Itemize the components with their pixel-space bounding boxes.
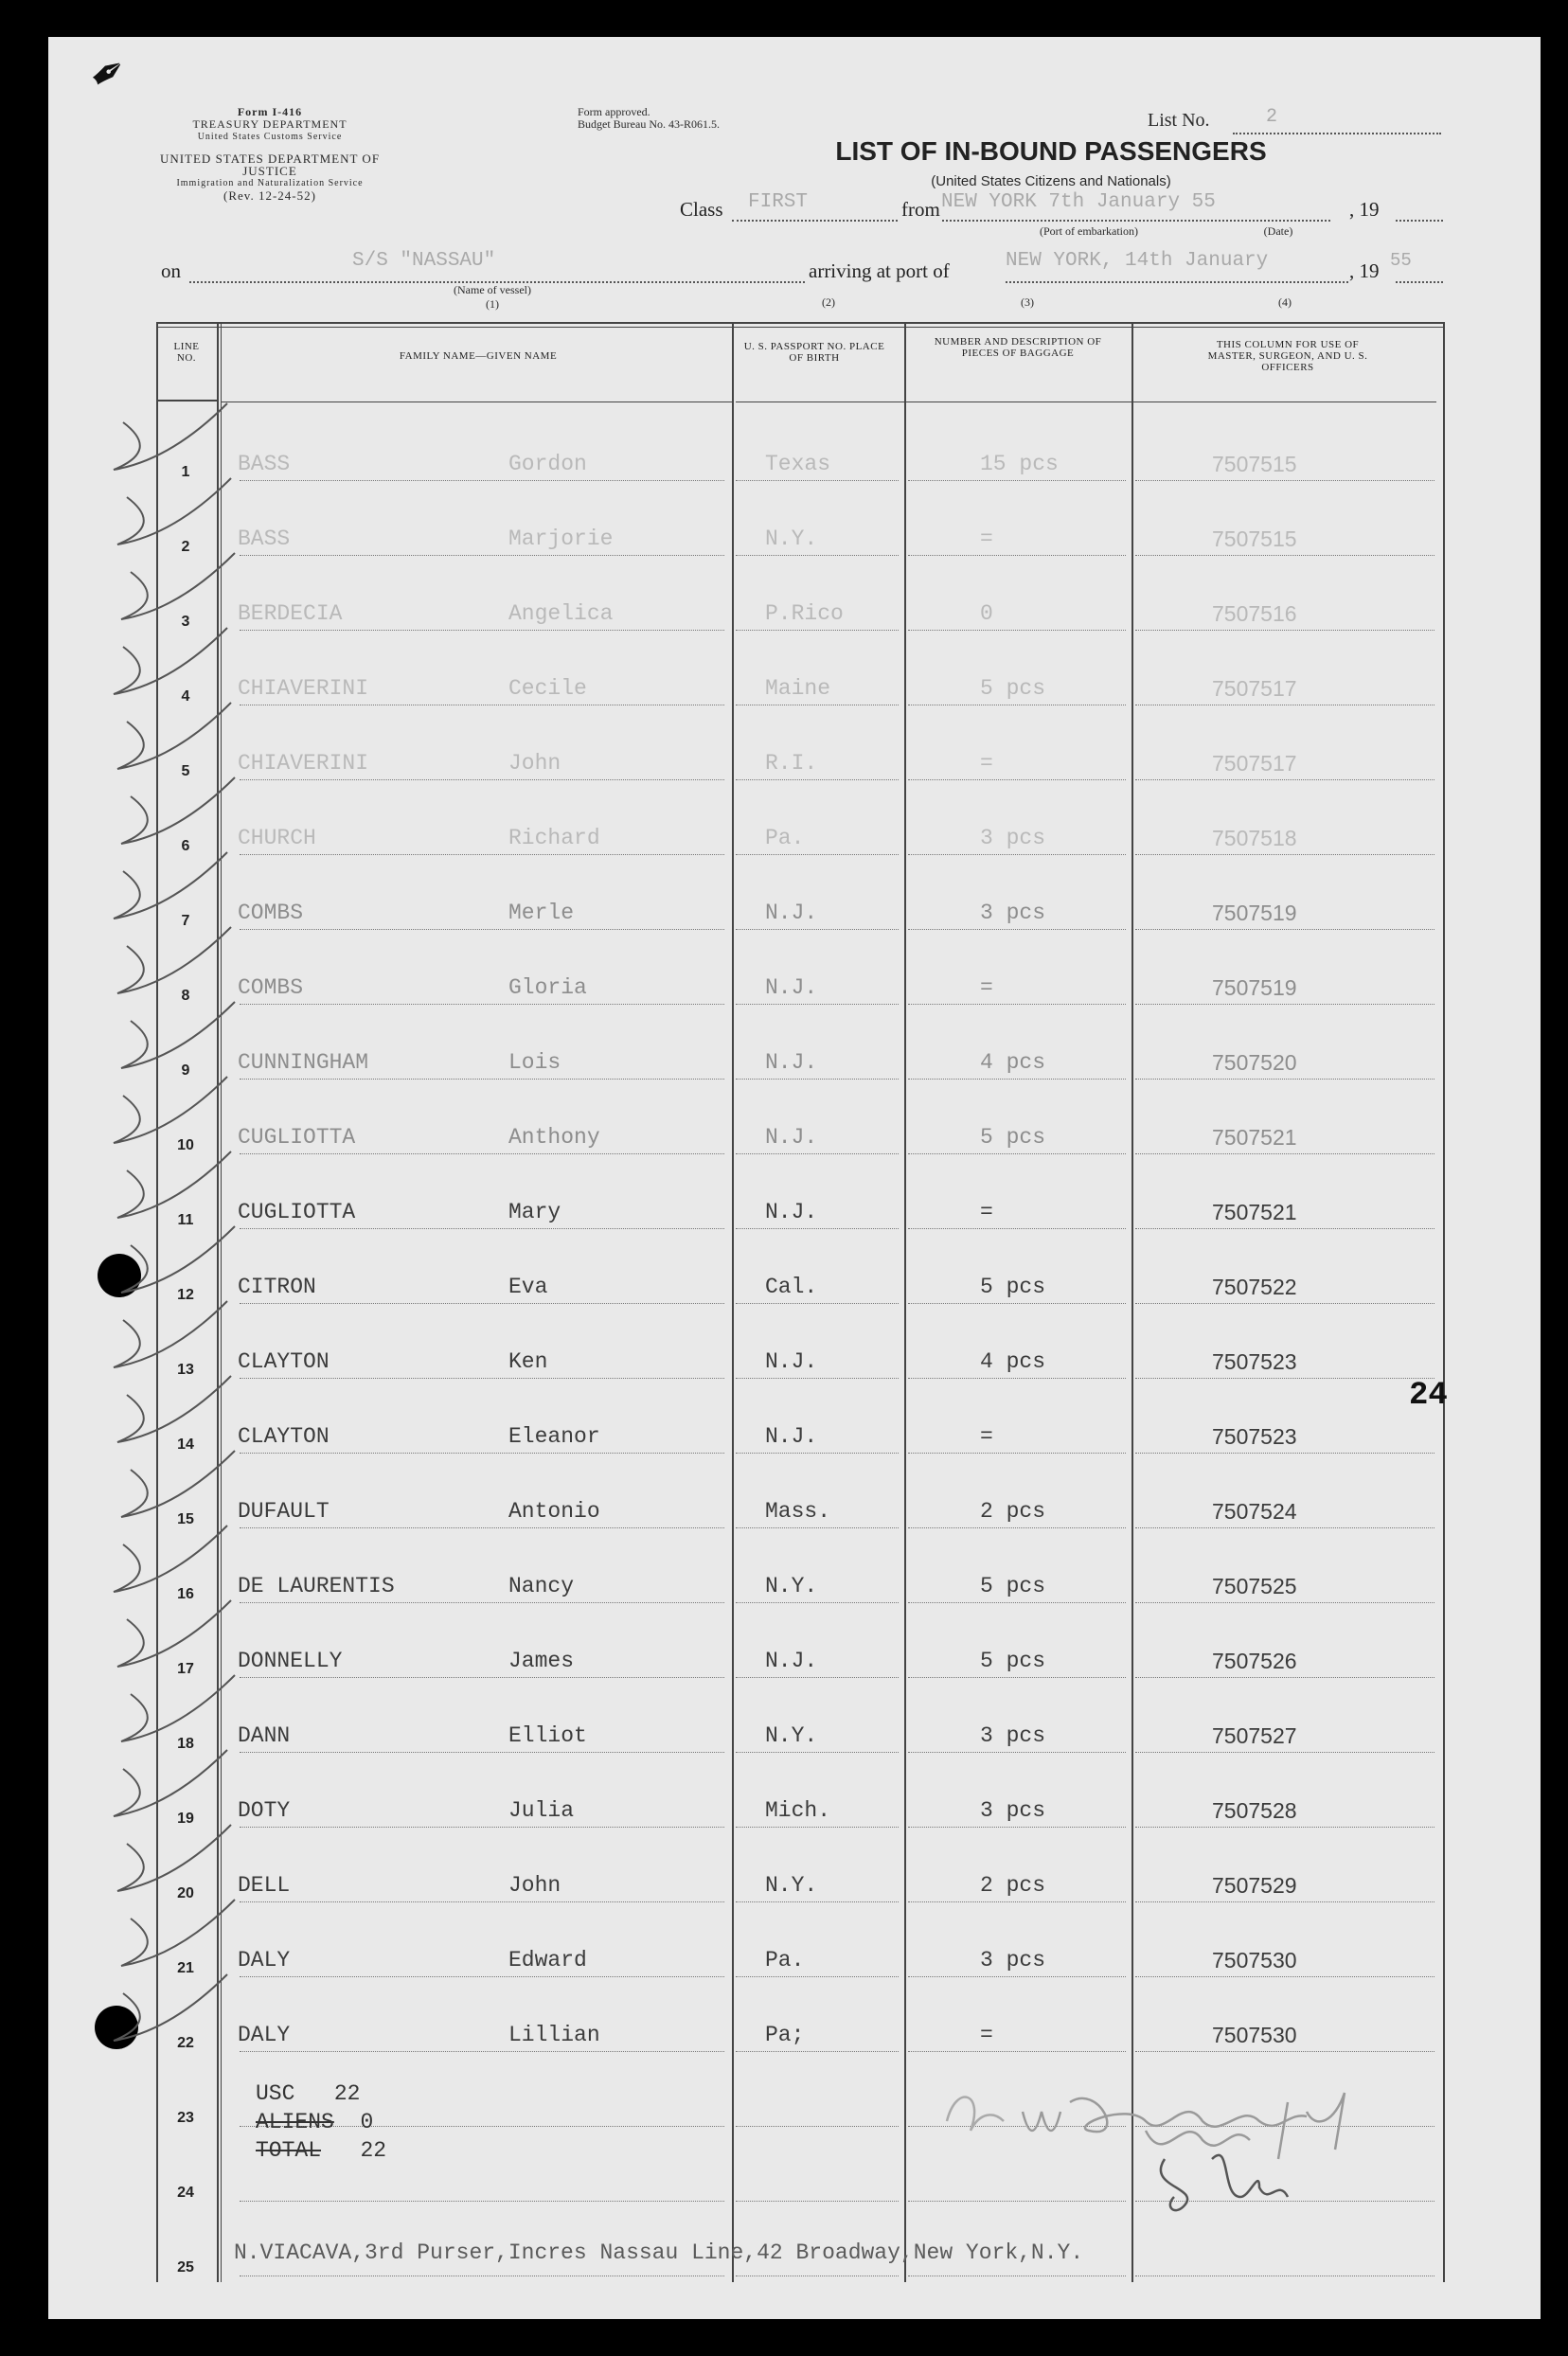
class-value: FIRST <box>748 191 809 213</box>
check-mark <box>121 1451 235 1517</box>
line-number: 9 <box>181 1062 190 1079</box>
officer-number: 7507520 <box>1212 1050 1297 1075</box>
check-mark <box>121 1675 235 1741</box>
list-number: List No. 2 <box>1148 110 1441 132</box>
place-of-birth: Pa; <box>765 2023 805 2047</box>
given-name: Cecile <box>508 676 587 701</box>
col2-number: (2) <box>822 295 835 309</box>
given-name: James <box>508 1649 575 1673</box>
officer-number: 7507515 <box>1212 452 1297 476</box>
place-of-birth: N.J. <box>765 1050 818 1075</box>
baggage-count: 0 <box>980 601 993 626</box>
line-number: 23 <box>177 2110 194 2126</box>
place-of-birth: Mass. <box>765 1499 831 1524</box>
family-name: COMBS <box>238 901 304 925</box>
line-number: 8 <box>181 988 190 1004</box>
arriving-value: NEW YORK, 14th January <box>1006 250 1269 272</box>
arrival-year: 55 <box>1390 250 1412 271</box>
given-name: Angelica <box>508 601 614 626</box>
check-mark <box>114 1974 227 2041</box>
check-mark <box>121 1226 235 1293</box>
family-name: DALY <box>238 2023 291 2047</box>
officer-number: 7507530 <box>1212 2023 1297 2047</box>
baggage-count: = <box>980 975 993 1000</box>
baggage-count: = <box>980 1200 993 1224</box>
baggage-count: 3 pcs <box>980 1948 1046 1972</box>
officer-number: 7507517 <box>1212 676 1297 701</box>
check-mark <box>114 1750 227 1816</box>
check-mark <box>121 777 235 844</box>
baggage-count: 3 pcs <box>980 901 1046 925</box>
baggage-count: 5 pcs <box>980 1649 1046 1673</box>
baggage-count: 3 pcs <box>980 1798 1046 1823</box>
class-label: Class <box>680 198 723 221</box>
page-title: LIST OF IN-BOUND PASSENGERS <box>835 136 1267 166</box>
place-of-birth: N.Y. <box>765 1873 818 1898</box>
officer-number: 7507525 <box>1212 1574 1297 1598</box>
officer-number: 7507521 <box>1212 1200 1297 1224</box>
family-name: CHURCH <box>238 826 316 850</box>
form-header-justice: UNITED STATES DEPARTMENT OF JUSTICE Immigration and Naturalization Service (Rev. 12-24-52) <box>159 152 381 203</box>
family-name: DALY <box>238 1948 291 1972</box>
check-mark <box>117 1825 231 1891</box>
family-name: CLAYTON <box>238 1424 330 1449</box>
place-of-birth: Texas <box>765 452 831 476</box>
date-caption: (Date) <box>1263 224 1293 238</box>
vessel-value: S/S "NASSAU" <box>352 250 496 272</box>
line-number: 13 <box>177 1362 194 1378</box>
corner-pen-mark: ✒ <box>80 43 137 104</box>
place-of-birth: N.J. <box>765 975 818 1000</box>
place-of-birth: N.J. <box>765 1349 818 1374</box>
line-number: 3 <box>181 614 190 630</box>
purser-statement: N.VIACAVA,3rd Purser,Incres Nassau Line,42 Broadway,New York,N.Y. <box>234 2240 1084 2265</box>
place-of-birth: N.J. <box>765 1125 818 1150</box>
year-prefix-2: , 19 <box>1349 259 1380 282</box>
family-name: CITRON <box>238 1275 316 1299</box>
baggage-count: 5 pcs <box>980 676 1046 701</box>
baggage-count: 3 pcs <box>980 826 1046 850</box>
place-of-birth: Pa. <box>765 826 805 850</box>
line-number: 19 <box>177 1811 194 1827</box>
line-number: 18 <box>177 1736 194 1752</box>
page-subtitle: (United States Citizens and Nationals) <box>931 173 1171 189</box>
baggage-count: 3 pcs <box>980 1723 1046 1748</box>
officer-number: 7507528 <box>1212 1798 1297 1823</box>
given-name: Gordon <box>508 452 587 476</box>
given-name: Nancy <box>508 1574 575 1598</box>
baggage-count: = <box>980 1424 993 1449</box>
family-name: BERDECIA <box>238 601 343 626</box>
line-number: 7 <box>181 913 190 929</box>
family-name: BASS <box>238 527 291 551</box>
place-of-birth: Mich. <box>765 1798 831 1823</box>
place-of-birth: R.I. <box>765 751 818 776</box>
on-label: on <box>161 259 181 282</box>
family-name: DUFAULT <box>238 1499 330 1524</box>
given-name: Elliot <box>508 1723 587 1748</box>
officer-number: 7507516 <box>1212 601 1297 626</box>
family-name: CHIAVERINI <box>238 751 369 776</box>
given-name: Anthony <box>508 1125 600 1150</box>
col-header-officers: THIS COLUMN FOR USE OF MASTER, SURGEON, AND U. S. OFFICERS <box>1207 339 1368 373</box>
form-approval: Form approved. Budget Bureau No. 43-R061.5. <box>578 105 720 131</box>
officer-signature <box>928 2055 1458 2216</box>
check-mark <box>121 553 235 619</box>
col-header-baggage: NUMBER AND DESCRIPTION OF PIECES OF BAGGAGE <box>934 336 1102 359</box>
line-number: 11 <box>177 1212 194 1228</box>
check-mark <box>117 703 231 769</box>
baggage-count: 15 pcs <box>980 452 1059 476</box>
given-name: Julia <box>508 1798 575 1823</box>
line-number: 24 <box>177 2185 194 2201</box>
family-name: DE LAURENTIS <box>238 1574 395 1598</box>
port-embarkation-caption: (Port of embarkation) <box>1040 224 1138 238</box>
officer-number: 7507524 <box>1212 1499 1297 1524</box>
check-mark <box>114 403 227 470</box>
col-header-name: FAMILY NAME—GIVEN NAME <box>399 350 558 362</box>
totals-aliens: ALIENS 0 <box>256 2110 374 2134</box>
officer-number: 7507521 <box>1212 1125 1297 1150</box>
family-name: CLAYTON <box>238 1349 330 1374</box>
officer-number: 7507519 <box>1212 901 1297 925</box>
place-of-birth: N.J. <box>765 1200 818 1224</box>
line-number: 25 <box>177 2259 194 2276</box>
family-name: BASS <box>238 452 291 476</box>
officer-number: 7507523 <box>1212 1349 1297 1374</box>
place-of-birth: P.Rico <box>765 601 844 626</box>
check-mark <box>114 852 227 919</box>
check-mark <box>117 478 231 544</box>
family-name: CUGLIOTTA <box>238 1200 356 1224</box>
line-number: 10 <box>177 1137 194 1153</box>
given-name: Marjorie <box>508 527 614 551</box>
officer-number: 7507523 <box>1212 1424 1297 1449</box>
place-of-birth: Maine <box>765 676 831 701</box>
given-name: Ken <box>508 1349 548 1374</box>
given-name: Lillian <box>508 2023 600 2047</box>
family-name: CUNNINGHAM <box>238 1050 369 1075</box>
officer-number: 7507517 <box>1212 751 1297 776</box>
baggage-count: 4 pcs <box>980 1050 1046 1075</box>
line-number: 15 <box>177 1511 194 1527</box>
line-number: 2 <box>181 539 190 555</box>
baggage-count: = <box>980 751 993 776</box>
family-name: CHIAVERINI <box>238 676 369 701</box>
place-of-birth: N.Y. <box>765 1723 818 1748</box>
vessel-caption: (Name of vessel) (1) <box>454 283 531 311</box>
officer-number: 7507529 <box>1212 1873 1297 1898</box>
baggage-count: 2 pcs <box>980 1873 1046 1898</box>
given-name: Merle <box>508 901 575 925</box>
family-name: DONNELLY <box>238 1649 343 1673</box>
margin-number: 24 <box>1409 1378 1448 1414</box>
family-name: DOTY <box>238 1798 291 1823</box>
line-number: 12 <box>177 1287 194 1303</box>
given-name: John <box>508 751 561 776</box>
place-of-birth: N.Y. <box>765 527 818 551</box>
officer-number: 7507522 <box>1212 1275 1297 1299</box>
officer-number: 7507519 <box>1212 975 1297 1000</box>
given-name: Antonio <box>508 1499 600 1524</box>
given-name: Gloria <box>508 975 587 1000</box>
given-name: John <box>508 1873 561 1898</box>
family-name: CUGLIOTTA <box>238 1125 356 1150</box>
baggage-count: 5 pcs <box>980 1275 1046 1299</box>
officer-number: 7507518 <box>1212 826 1297 850</box>
line-number: 17 <box>177 1661 194 1677</box>
check-mark <box>117 1151 231 1218</box>
check-mark <box>121 1002 235 1068</box>
line-number: 4 <box>181 688 190 705</box>
check-mark <box>121 1900 235 1966</box>
place-of-birth: N.J. <box>765 1649 818 1673</box>
form-header-treasury: Form I-416 TREASURY DEPARTMENT United States Customs Service <box>192 105 347 142</box>
check-mark <box>117 1600 231 1667</box>
col4-number: (4) <box>1278 295 1292 309</box>
col3-number: (3) <box>1021 295 1034 309</box>
family-name: DANN <box>238 1723 291 1748</box>
given-name: Richard <box>508 826 600 850</box>
given-name: Eva <box>508 1275 548 1299</box>
check-mark <box>114 1077 227 1143</box>
line-number: 1 <box>181 464 190 480</box>
place-of-birth: Cal. <box>765 1275 818 1299</box>
family-name: COMBS <box>238 975 304 1000</box>
baggage-count: = <box>980 527 993 551</box>
check-mark <box>117 1376 231 1442</box>
col-header-line: LINE NO. <box>173 341 200 364</box>
family-name: DELL <box>238 1873 291 1898</box>
line-number: 14 <box>177 1437 194 1453</box>
check-mark <box>117 927 231 993</box>
line-number: 16 <box>177 1586 194 1602</box>
check-mark <box>114 1301 227 1367</box>
line-number: 5 <box>181 763 190 779</box>
place-of-birth: N.Y. <box>765 1574 818 1598</box>
place-of-birth: N.J. <box>765 1424 818 1449</box>
baggage-count: = <box>980 2023 993 2047</box>
officer-number: 7507527 <box>1212 1723 1297 1748</box>
officer-number: 7507530 <box>1212 1948 1297 1972</box>
totals-usc: USC 22 <box>256 2081 361 2106</box>
place-of-birth: Pa. <box>765 1948 805 1972</box>
line-number: 6 <box>181 838 190 854</box>
line-number: 20 <box>177 1885 194 1901</box>
given-name: Edward <box>508 1948 587 1972</box>
col-header-passport: U. S. PASSPORT NO. PLACE OF BIRTH <box>743 341 885 364</box>
officer-number: 7507515 <box>1212 527 1297 551</box>
baggage-count: 5 pcs <box>980 1125 1046 1150</box>
totals-total: TOTAL 22 <box>256 2138 387 2163</box>
arriving-label: arriving at port of <box>809 259 950 282</box>
from-label: from <box>901 198 940 221</box>
line-number: 22 <box>177 2035 194 2051</box>
from-value: NEW YORK 7th January 55 <box>941 191 1216 213</box>
baggage-count: 2 pcs <box>980 1499 1046 1524</box>
check-mark <box>114 1526 227 1592</box>
officer-number: 7507526 <box>1212 1649 1297 1673</box>
baggage-count: 5 pcs <box>980 1574 1046 1598</box>
given-name: Eleanor <box>508 1424 600 1449</box>
check-mark <box>114 628 227 694</box>
place-of-birth: N.J. <box>765 901 818 925</box>
year-prefix: , 19 <box>1349 198 1380 221</box>
line-number: 21 <box>177 1960 194 1976</box>
baggage-count: 4 pcs <box>980 1349 1046 1374</box>
given-name: Mary <box>508 1200 561 1224</box>
given-name: Lois <box>508 1050 561 1075</box>
